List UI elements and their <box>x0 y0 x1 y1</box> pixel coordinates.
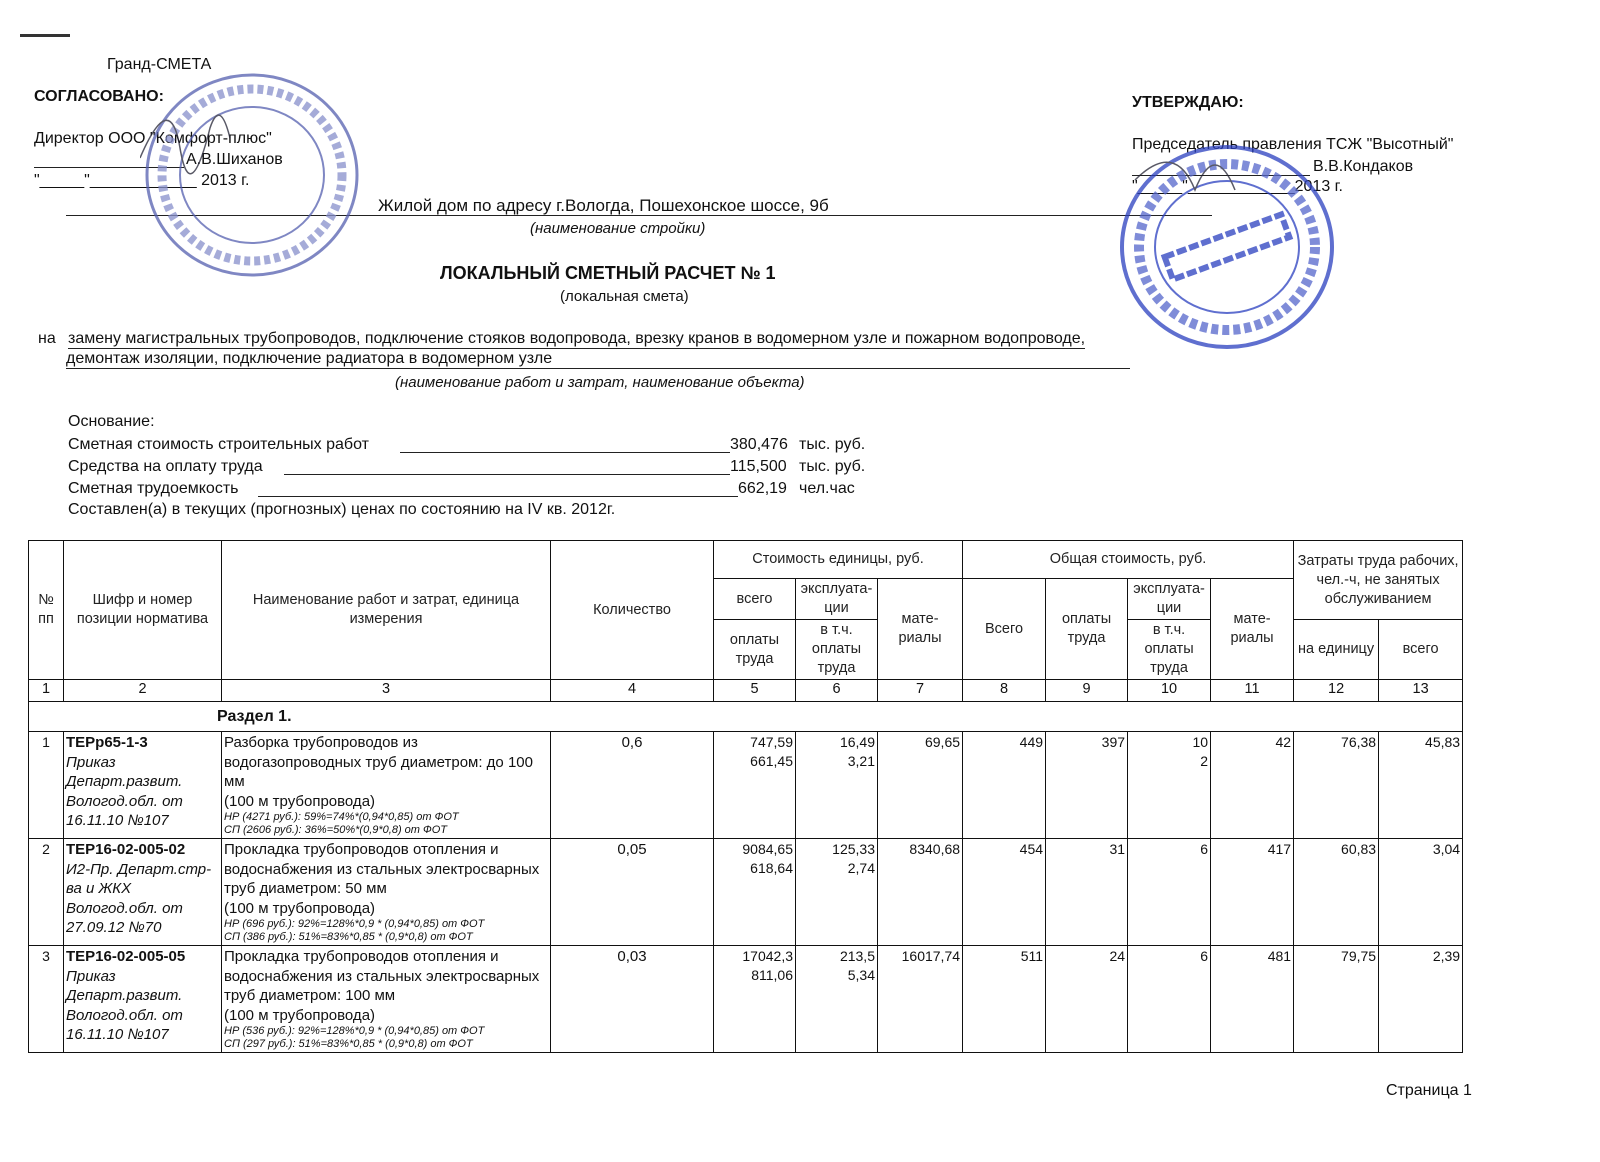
profit-note: СП (386 руб.): 51%=83%*0,85 * (0,9*0,8) от ФОТ <box>224 931 473 943</box>
basis-value-wages: 115,500 <box>730 458 787 475</box>
overhead-note: НР (696 руб.): 92%=128%*0,9 * (0,94*0,85) от ФОТ <box>224 918 485 930</box>
unit-materials: 16017,74 <box>878 946 963 1053</box>
unit-operation-cell <box>796 946 878 1053</box>
basis-value-cost: 380,476 <box>730 436 788 453</box>
unit-wages: 811,06 <box>751 967 793 983</box>
basis-underline <box>258 496 738 497</box>
quantity: 0,03 <box>551 946 714 1053</box>
header-total-operation: эксплуата-ции <box>1128 579 1211 620</box>
profit-note: СП (297 руб.): 51%=83%*0,85 * (0,9*0,8) от ФОТ <box>224 1038 473 1050</box>
total-operation-wages: 2 <box>1200 753 1209 769</box>
column-number: 12 <box>1294 680 1379 702</box>
basis-label-wages: Средства на оплату труда <box>68 458 263 475</box>
header-total-cost: Общая стоимость, руб. <box>963 541 1294 579</box>
header-total-materials: мате-риалы <box>1211 579 1294 680</box>
basis-underline <box>400 452 730 453</box>
labor-per-unit: 60,83 <box>1294 839 1379 946</box>
unit-operation-cell <box>796 732 878 839</box>
work-unit: (100 м трубопровода) <box>224 792 376 810</box>
estimate-table <box>28 540 1463 1053</box>
program-name: Гранд-СМЕТА <box>107 56 212 73</box>
work-unit: (100 м трубопровода) <box>224 1006 376 1024</box>
header-total-all: Всего <box>963 579 1046 680</box>
header-unit-materials: мате-риалы <box>878 579 963 680</box>
header-labor-total: всего <box>1379 620 1463 680</box>
name-cell <box>222 839 551 946</box>
total-materials: 42 <box>1211 732 1294 839</box>
unit-operation-wages: 2,74 <box>847 860 875 876</box>
document-title: ЛОКАЛЬНЫЙ СМЕТНЫЙ РАСЧЕТ № 1 <box>440 263 776 283</box>
header-qty: Количество <box>551 541 714 680</box>
norm-code: ТЕР16-02-005-02 <box>66 841 186 858</box>
header-unit-cost: Стоимость единицы, руб. <box>714 541 963 579</box>
quantity: 0,6 <box>551 732 714 839</box>
column-number: 10 <box>1128 680 1211 702</box>
unit-total: 17042,3 <box>742 948 793 964</box>
total-wages: 397 <box>1046 732 1128 839</box>
total-all: 511 <box>963 946 1046 1053</box>
basis-label: Основание: <box>68 413 155 430</box>
header-unit-wages: оплаты труда <box>714 620 796 680</box>
basis-unit-labor: чел.час <box>799 480 855 497</box>
agreed-date: "_____"____________ 2013 г. <box>34 172 250 189</box>
scan-mark <box>20 34 70 37</box>
table-row <box>29 732 1463 839</box>
column-number: 3 <box>222 680 551 702</box>
basis-unit-wages: тыс. руб. <box>799 458 866 475</box>
column-number: 13 <box>1379 680 1463 702</box>
unit-wages: 618,64 <box>750 860 793 876</box>
unit-cost-cell <box>714 839 796 946</box>
overhead-note: НР (4271 руб.): 59%=74%*(0,94*0,85) от ФОТ <box>224 811 459 823</box>
column-number: 11 <box>1211 680 1294 702</box>
header-total-wages: оплаты труда <box>1046 579 1128 680</box>
table-row <box>29 839 1463 946</box>
column-number: 4 <box>551 680 714 702</box>
norm-reference: И2-Пр. Департ.стр-ва и ЖКХ Вологод.обл. от 27.09.12 №70 <box>66 860 212 936</box>
header-labor-per-unit: на единицу <box>1294 620 1379 680</box>
unit-total: 747,59 <box>750 734 793 750</box>
unit-operation-wages: 5,34 <box>847 967 875 983</box>
basis-label-labor: Сметная трудоемкость <box>68 480 239 497</box>
norm-code: ТЕР16-02-005-05 <box>66 948 186 965</box>
work-line-2: демонтаж изоляции, подключение радиатора в водомерном узле <box>66 350 1130 369</box>
header-code: Шифр и номер позиции норматива <box>64 541 222 680</box>
column-number: 2 <box>64 680 222 702</box>
table-row <box>29 946 1463 1053</box>
column-number: 5 <box>714 680 796 702</box>
work-prefix: на <box>38 330 56 347</box>
unit-operation: 16,49 <box>839 734 875 750</box>
header-labor: Затраты труда рабочих, чел.-ч, не занятых обслуживанием <box>1294 541 1463 620</box>
norm-reference: Приказ Департ.развит. Вологод.обл. от 16.11.10 №107 <box>66 753 183 829</box>
total-wages: 24 <box>1046 946 1128 1053</box>
basis-value-labor: 662,19 <box>738 480 787 497</box>
unit-materials: 69,65 <box>878 732 963 839</box>
total-operation-cell <box>1128 732 1211 839</box>
column-number: 8 <box>963 680 1046 702</box>
approved-title: УТВЕРЖДАЮ: <box>1132 94 1244 111</box>
work-line-1: замену магистральных трубопроводов, подключение стояков водопровода, врезку кранов в водомерном узле и пожарном водопроводе, <box>68 330 1086 347</box>
total-all: 449 <box>963 732 1046 839</box>
basis-unit-cost: тыс. руб. <box>799 436 866 453</box>
unit-operation: 125,33 <box>832 841 875 857</box>
unit-operation-cell <box>796 839 878 946</box>
approved-date: "_____"____________2013 г. <box>1132 178 1343 195</box>
total-all: 454 <box>963 839 1046 946</box>
column-number: 9 <box>1046 680 1128 702</box>
total-wages: 31 <box>1046 839 1128 946</box>
approved-position: Председатель правления ТСЖ "Высотный" <box>1132 136 1454 153</box>
row-number: 3 <box>29 946 64 1053</box>
profit-note: СП (2606 руб.): 36%=50%*(0,9*0,8) от ФОТ <box>224 824 448 836</box>
header-unit-total: всего <box>714 579 796 620</box>
basis-label-cost: Сметная стоимость строительных работ <box>68 436 369 453</box>
total-operation-cell <box>1128 946 1211 1053</box>
code-cell <box>64 732 222 839</box>
work-name: Прокладка трубопроводов отопления и водоснабжения из стальных электросварных труб диаметром: 50 мм <box>224 841 540 897</box>
labor-per-unit: 79,75 <box>1294 946 1379 1053</box>
total-operation: 10 <box>1192 734 1209 750</box>
unit-operation-wages: 3,21 <box>847 753 875 769</box>
unit-cost-cell <box>714 946 796 1053</box>
agreed-name: А.В.Шиханов <box>186 151 283 168</box>
total-operation: 6 <box>1200 948 1209 964</box>
header-unit-incl-wages: в т.ч. оплаты труда <box>796 620 878 680</box>
labor-total: 3,04 <box>1379 839 1463 946</box>
page-number: Страница 1 <box>1386 1082 1472 1099</box>
document-subtitle: (локальная смета) <box>560 288 689 305</box>
header-num: № пп <box>29 541 64 680</box>
row-number: 2 <box>29 839 64 946</box>
total-materials: 481 <box>1211 946 1294 1053</box>
code-cell <box>64 946 222 1053</box>
labor-per-unit: 76,38 <box>1294 732 1379 839</box>
column-number: 1 <box>29 680 64 702</box>
column-number: 7 <box>878 680 963 702</box>
agreed-position: Директор ООО "Комфорт-плюс" <box>34 130 272 147</box>
total-operation-cell <box>1128 839 1211 946</box>
approved-name: В.В.Кондаков <box>1313 158 1414 175</box>
signature-line <box>34 152 184 168</box>
column-number: 6 <box>796 680 878 702</box>
signature-line <box>1132 160 1310 176</box>
name-cell <box>222 946 551 1053</box>
section-title: Раздел 1. <box>29 702 1463 732</box>
labor-total: 2,39 <box>1379 946 1463 1053</box>
header-unit-operation: эксплуата-ции <box>796 579 878 620</box>
basis-underline <box>284 474 730 475</box>
header-name: Наименование работ и затрат, единица измерения <box>222 541 551 680</box>
unit-operation: 213,5 <box>839 948 875 964</box>
header-total-incl-wages: в т.ч. оплаты труда <box>1128 620 1211 680</box>
name-cell <box>222 732 551 839</box>
work-caption: (наименование работ и затрат, наименование объекта) <box>395 374 805 391</box>
object-name: Жилой дом по адресу г.Вологда, Пошехонское шоссе, 9б <box>378 196 829 215</box>
overhead-note: НР (536 руб.): 92%=128%*0,9 * (0,94*0,85) от ФОТ <box>224 1025 485 1037</box>
work-name: Прокладка трубопроводов отопления и водоснабжения из стальных электросварных труб диаметром: 100 мм <box>224 948 540 1004</box>
norm-reference: Приказ Департ.развит. Вологод.обл. от 16.11.10 №107 <box>66 967 183 1043</box>
work-unit: (100 м трубопровода) <box>224 899 376 917</box>
basis-prices: Составлен(а) в текущих (прогнозных) ценах по состоянию на IV кв. 2012г. <box>68 501 616 518</box>
unit-materials: 8340,68 <box>878 839 963 946</box>
work-name: Разборка трубопроводов из водогазопроводных труб диаметром: до 100 мм <box>224 734 533 790</box>
agreed-title: СОГЛАСОВАНО: <box>34 88 164 105</box>
object-caption: (наименование стройки) <box>530 220 706 237</box>
unit-cost-cell <box>714 732 796 839</box>
code-cell <box>64 839 222 946</box>
unit-total: 9084,65 <box>742 841 793 857</box>
norm-code: ТЕРр65-1-3 <box>66 734 148 751</box>
unit-wages: 661,45 <box>750 753 793 769</box>
labor-total: 45,83 <box>1379 732 1463 839</box>
row-number: 1 <box>29 732 64 839</box>
total-operation: 6 <box>1200 841 1209 857</box>
total-materials: 417 <box>1211 839 1294 946</box>
quantity: 0,05 <box>551 839 714 946</box>
